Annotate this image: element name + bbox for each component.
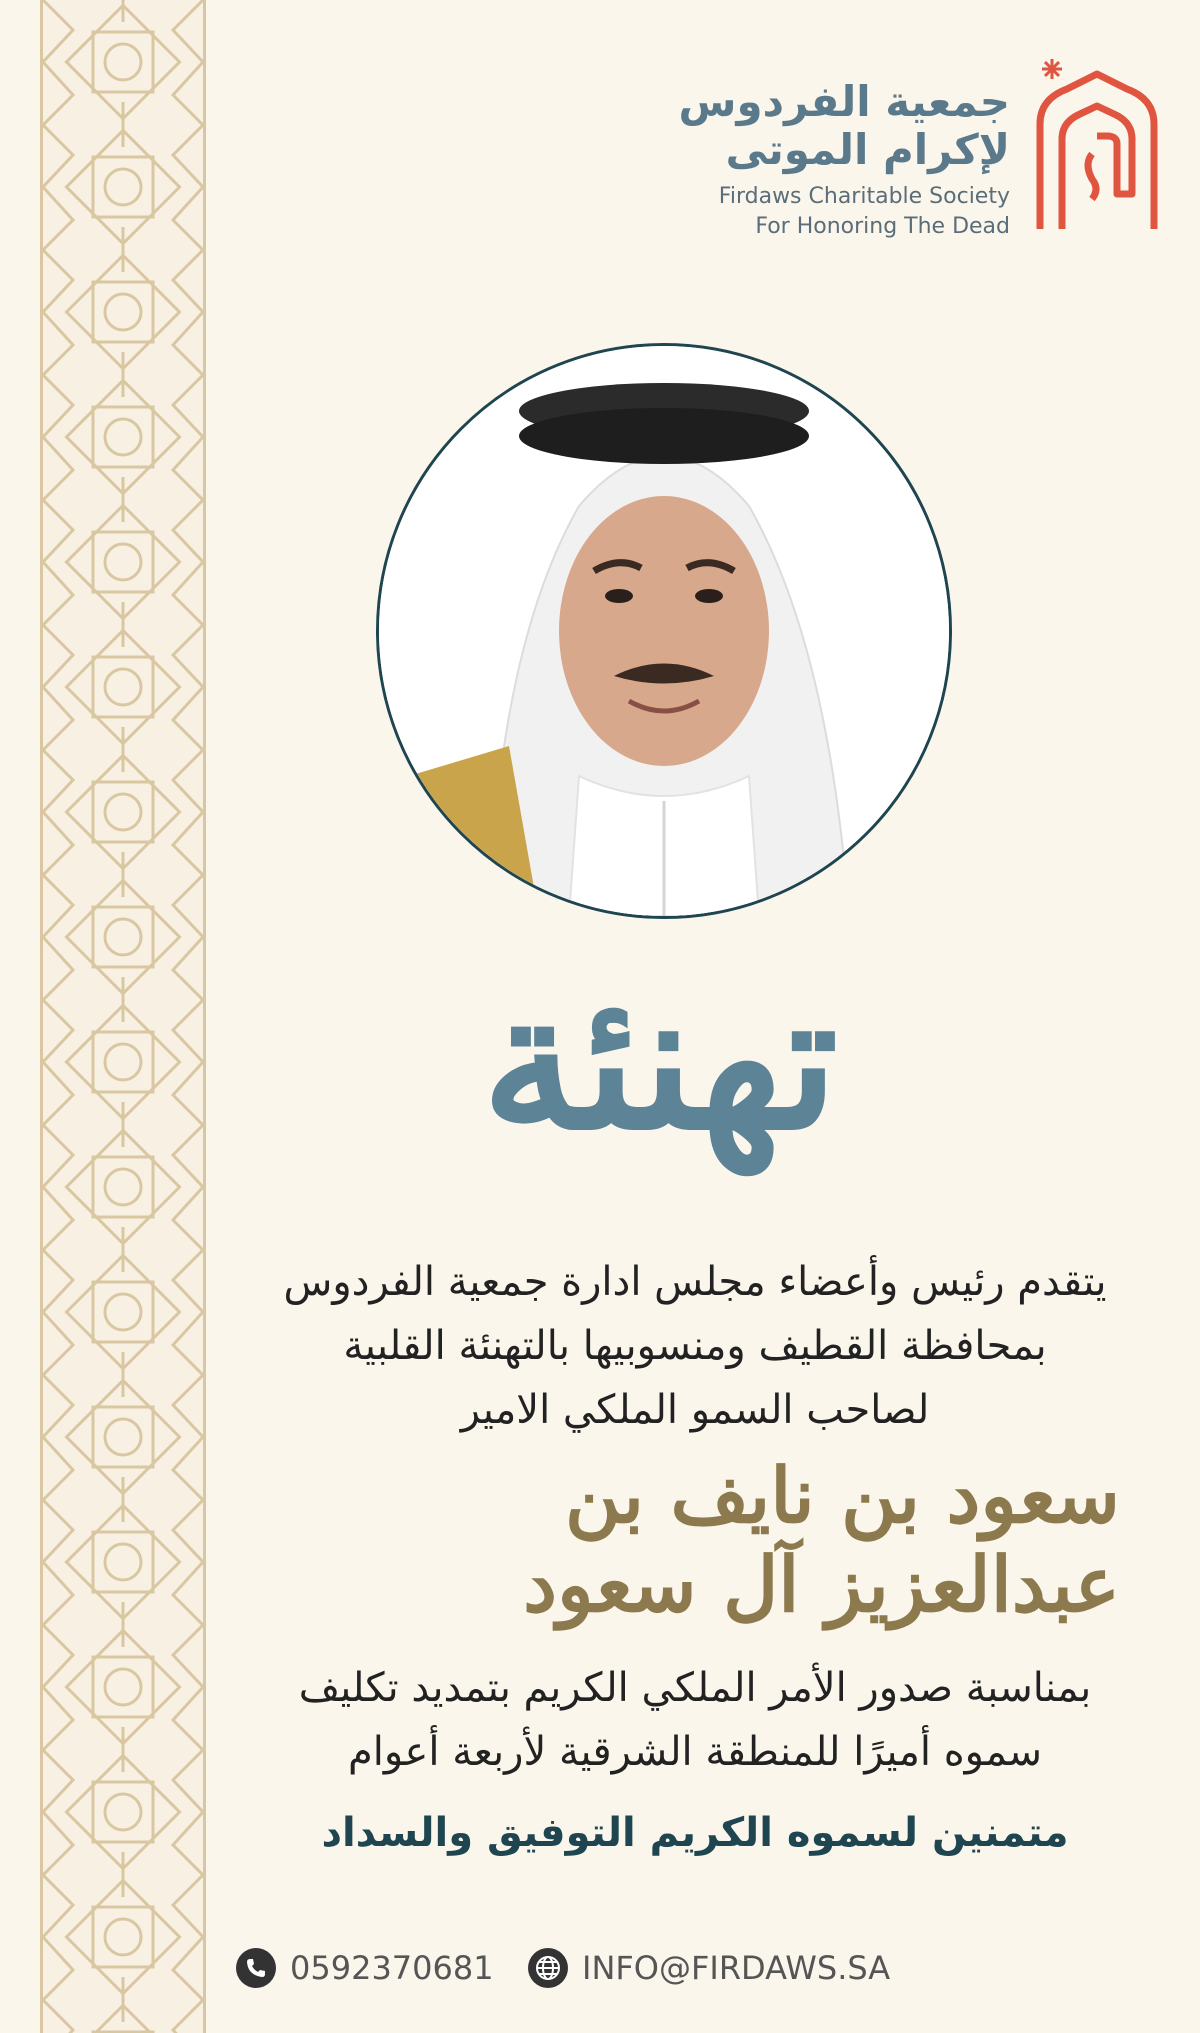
message-line-4: بمناسبة صدور الأمر الملكي الكريم بتمديد تكليف bbox=[298, 1665, 1092, 1711]
honoree-portrait bbox=[376, 343, 952, 919]
closing-wish: متمنين لسموه الكريم التوفيق والسداد bbox=[321, 1810, 1069, 1856]
message-paragraph-1 bbox=[230, 1250, 1160, 1442]
organization-name-english bbox=[719, 182, 1010, 242]
phone-number: 0592370681 bbox=[290, 1949, 494, 1987]
message-line-3: لصاحب السمو الملكي الامير bbox=[460, 1387, 930, 1433]
org-name-en-line1: Firdaws Charitable Society bbox=[718, 184, 1010, 209]
message-line-2: بمحافظة القطيف ومنسوبيها بالتهنئة القلبية bbox=[343, 1323, 1047, 1369]
decorative-pattern-strip bbox=[40, 0, 206, 2033]
message-line-1: يتقدم رئيس وأعضاء مجلس ادارة جمعية الفردوس bbox=[283, 1259, 1107, 1305]
organization-name-arabic bbox=[678, 78, 1010, 174]
contact-phone[interactable] bbox=[236, 1948, 494, 1988]
contact-email[interactable] bbox=[528, 1948, 890, 1988]
message-paragraph-2 bbox=[230, 1656, 1160, 1784]
globe-icon bbox=[528, 1948, 568, 1988]
society-logo bbox=[1022, 44, 1172, 234]
honoree-name: سعود بن نايف بن عبدالعزيز آل سعود bbox=[523, 1451, 1120, 1629]
org-name-ar-line2: لإكرام الموتى bbox=[725, 125, 1010, 174]
email-address: INFO@FIRDAWS.SA bbox=[582, 1949, 891, 1987]
org-name-ar-line1: جمعية الفردوس bbox=[678, 77, 1010, 126]
message-line-5: سموه أميرًا للمنطقة الشرقية لأربعة أعوام bbox=[348, 1729, 1042, 1775]
greeting-title: تهنئة bbox=[481, 948, 839, 1172]
phone-icon bbox=[236, 1948, 276, 1988]
org-name-en-line2: For Honoring The Dead bbox=[755, 214, 1010, 239]
geometric-pattern bbox=[43, 0, 203, 2033]
